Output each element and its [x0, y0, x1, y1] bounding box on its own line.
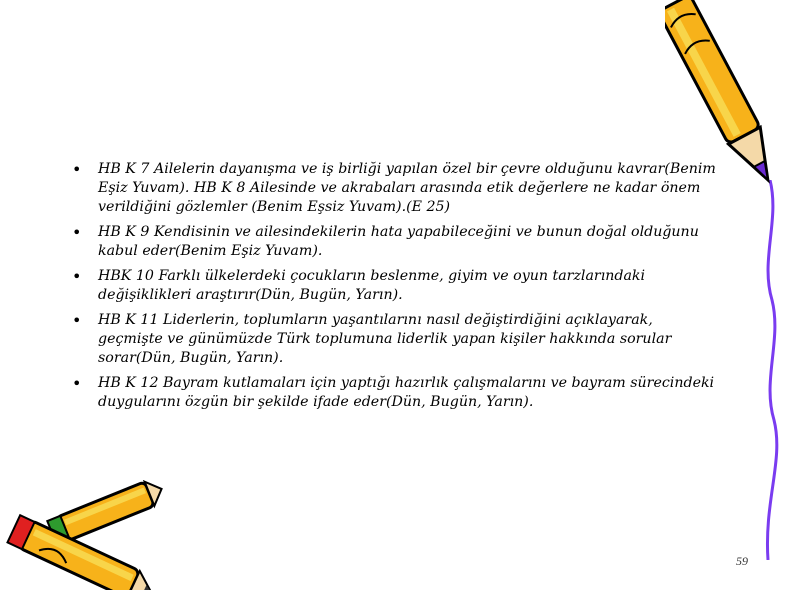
bullet-dot: •: [72, 311, 82, 330]
list-item-text: HB K 12 Bayram kutlamaları için yaptığı hazırlık çalışmalarını ve bayram sürecindeki duygularını özgün bir şekilde ifade eder(Dün, Bugün, Yarın).: [98, 375, 715, 410]
bullet-dot: •: [72, 267, 82, 286]
pencil-bottom-left-icon: [0, 480, 170, 590]
list-item-text: HB K 7 Ailelerin dayanışma ve iş birliği yapılan özel bir çevre olduğunu kavrar(Benim Eşiz Yuvam). HB K 8 Ailesinde ve akrabaları arasında etik değerlere ne kadar önem verildiğini gözlemler (Benim Eşsiz Yuvam).(E 25): [98, 161, 716, 215]
list-item: [72, 311, 722, 368]
page-number: 59: [736, 554, 748, 568]
list-item: [72, 267, 722, 305]
list-item-text: HB K 11 Liderlerin, toplumların yaşantılarını nasıl değiştirdiğini açıklayarak, geçmişte ve günümüzde Türk toplumuna liderlik yapan kişiler hakkında sorular sorar(Dün, Bugün, Yarın).: [98, 312, 672, 366]
list-item: [72, 374, 722, 412]
list-item-text: HBK 10 Farklı ülkelerdeki çocukların beslenme, giyim ve oyun tarzlarındaki değişiklikleri araştırır(Dün, Bugün, Yarın).: [98, 268, 646, 303]
list-item: [72, 223, 722, 261]
bullet-dot: •: [72, 160, 82, 179]
bullet-list: [72, 160, 722, 418]
wavy-line-decoration: [750, 180, 790, 560]
list-item: [72, 160, 722, 217]
bullet-dot: •: [72, 374, 82, 393]
bullet-dot: •: [72, 223, 82, 242]
list-item-text: HB K 9 Kendisinin ve ailesindekilerin hata yapabileceğini ve bunun doğal olduğunu kabul eder(Benim Eşiz Yuvam).: [98, 224, 699, 259]
